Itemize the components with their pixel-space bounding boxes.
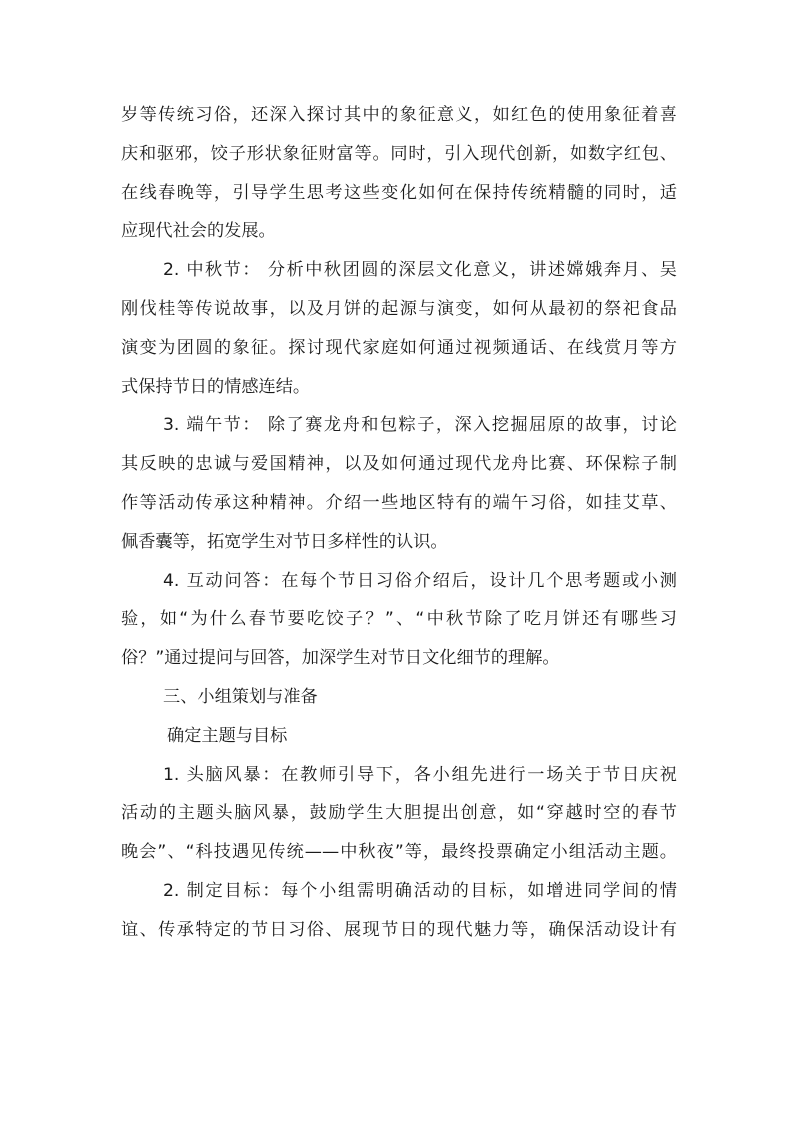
- text-line: 4. 互动问答：在每个节日习俗介绍后，设计几个思考题或小测: [163, 570, 677, 591]
- text-line: 作等活动传承这种精神。介绍一些地区特有的端午习俗，如挂艾草、: [121, 492, 677, 513]
- text-line: 1. 头脑风暴：在教师引导下，各小组先进行一场关于节日庆祝: [163, 764, 677, 785]
- section-heading: 三、小组策划与准备: [163, 686, 318, 707]
- text-line: 验，如“为什么春节要吃饺子？”、“中秋节除了吃月饼还有哪些习: [121, 609, 677, 630]
- text-line: 俗？”通过提问与回答，加深学生对节日文化细节的理解。: [121, 648, 560, 669]
- sub-heading: 确定主题与目标: [167, 725, 288, 746]
- text-line: 刚伐桂等传说故事，以及月饼的起源与演变，如何从最初的祭祀食品: [121, 298, 677, 319]
- text-line: 佩香囊等，拓宽学生对节日多样性的认识。: [121, 531, 448, 552]
- text-line: 演变为团圆的象征。探讨现代家庭如何通过视频通话、在线赏月等方: [121, 337, 677, 358]
- document-body: [121, 96, 677, 950]
- paragraph-mid-autumn: [121, 251, 677, 406]
- text-line: 2. 中秋节： 分析中秋团圆的深层文化意义，讲述嫦娥奔月、吴: [163, 260, 677, 281]
- text-line: 式保持节日的情感连结。: [121, 376, 311, 397]
- text-line: 在线春晚等，引导学生思考这些变化如何在保持传统精髓的同时，适: [121, 182, 677, 203]
- text-line: 岁等传统习俗，还深入探讨其中的象征意义，如红色的使用象征着喜: [121, 105, 677, 125]
- text-line: 应现代社会的发展。: [121, 221, 276, 242]
- paragraph-interactive-qa: [121, 562, 677, 678]
- paragraph-brainstorm: [121, 756, 677, 872]
- text-line: 庆和驱邪，饺子形状象征财富等。同时，引入现代创新，如数字红包、: [121, 143, 677, 164]
- text-line: 其反映的忠诚与爱国精神，以及如何通过现代龙舟比赛、环保粽子制: [121, 454, 677, 475]
- text-line: 2. 制定目标：每个小组需明确活动的目标，如增进同学间的情: [163, 880, 677, 901]
- paragraph-dragon-boat: [121, 406, 677, 561]
- paragraph-set-goals: [121, 872, 677, 950]
- paragraph-spring-festival-continued: [121, 96, 677, 251]
- text-line: 3. 端午节： 除了赛龙舟和包粽子，深入挖掘屈原的故事，讨论: [163, 415, 677, 436]
- text-line: 活动的主题头脑风暴，鼓励学生大胆提出创意，如“穿越时空的春节: [121, 803, 677, 824]
- text-line: 谊、传承特定的节日习俗、展现节日的现代魅力等，确保活动设计有: [121, 919, 677, 940]
- text-line: 晚会”、“科技遇见传统——中秋夜”等，最终投票确定小组活动主题。: [121, 842, 677, 863]
